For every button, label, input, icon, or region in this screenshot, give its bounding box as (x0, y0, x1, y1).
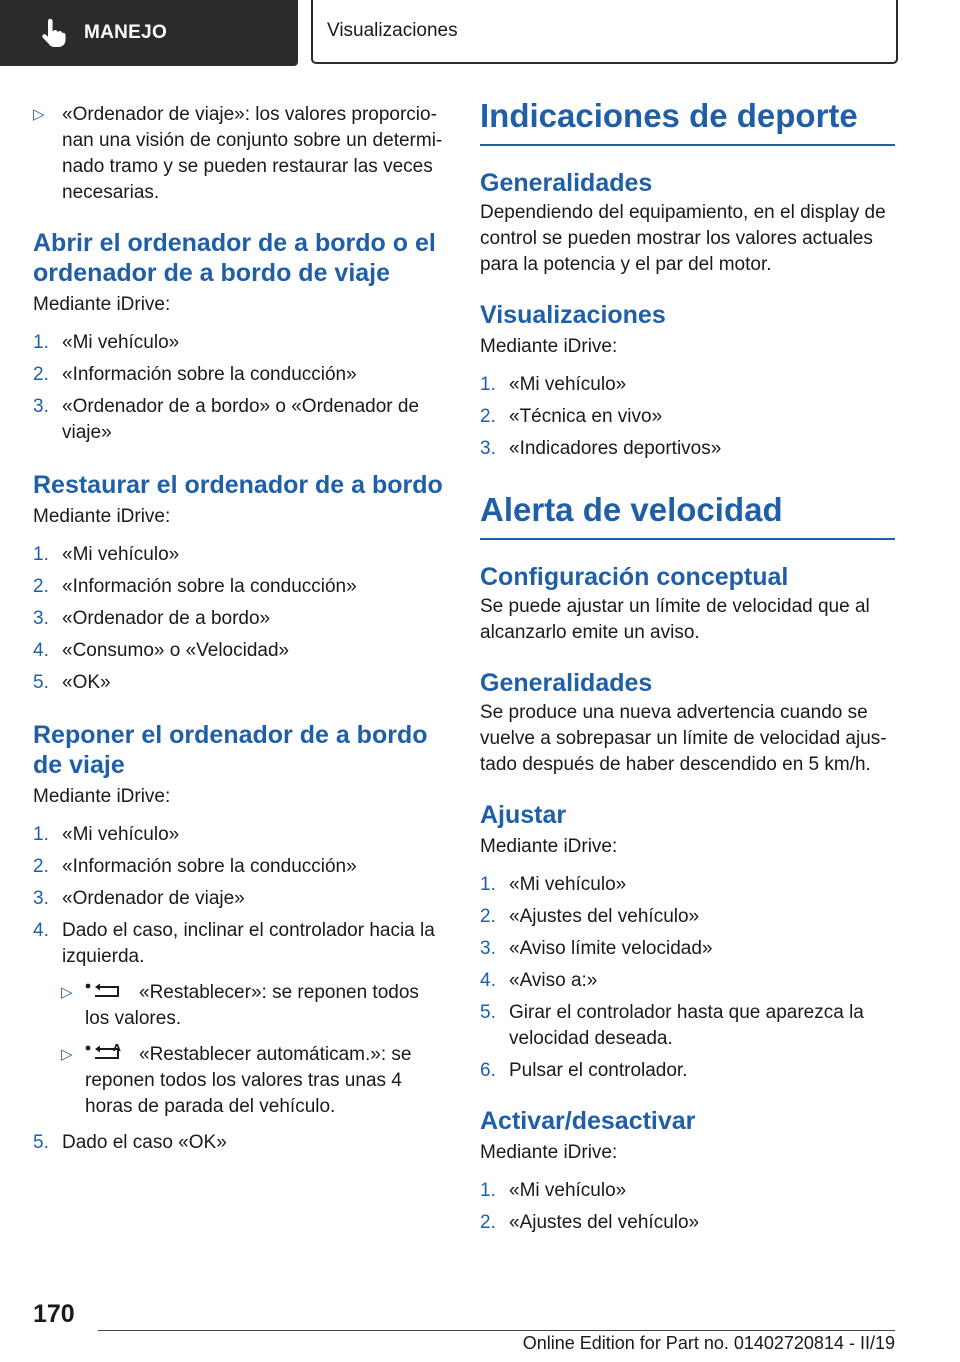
list-item: 5. Girar el controlador hasta que aparezca la velocidad deseada. (480, 1002, 864, 1049)
section-title: MANEJO (84, 22, 168, 43)
list-item: 1. «Mi vehículo» (480, 374, 627, 395)
list-item: 5. Dado el caso «OK» (33, 1132, 227, 1153)
list-item: 4. Dado el caso, inclinar el controlador hacia la izquierda. (33, 920, 435, 967)
svg-text:A: A (113, 1043, 121, 1054)
list-item: 2. «Técnica en vivo» (480, 406, 663, 427)
lead-text: Mediante iDrive: (480, 836, 618, 857)
list-item: 3. «Ordenador de viaje» (33, 888, 245, 909)
page-number: 170 (33, 1300, 75, 1328)
list-item: 3. «Aviso límite velocidad» (480, 938, 713, 959)
hand-pointer-icon (40, 18, 66, 48)
footer-divider (98, 1330, 895, 1331)
sub-bullet-reset: ▷ «Restablecer»: se reponen todos los valores. (61, 982, 419, 1029)
page-header (0, 0, 960, 66)
list-item: 3. «Ordenador de a bordo» o «Ordenador de viaje» (33, 396, 420, 443)
lead-text: Mediante iDrive: (33, 294, 171, 315)
list-item: 1. «Mi vehículo» (33, 332, 180, 353)
list-item: 3. «Indicadores deportivos» (480, 438, 722, 459)
list-item: 1. «Mi vehículo» (480, 1180, 627, 1201)
paragraph: Se puede ajustar un límite de velocidad que al alcanzarlo emite un aviso. (480, 596, 870, 643)
list-item: 5. «OK» (33, 672, 111, 693)
section-tab (0, 0, 298, 66)
sub-bullet-auto-reset: ▷ A «Restablecer automáticam.»: se reponen todos los valores tras unas 4 horas de parada del vehículo. (61, 1043, 412, 1117)
edition-note: Online Edition for Part no. 01402720814 - II/19 (522, 1333, 895, 1353)
list-item: 3. «Ordenador de a bordo» (33, 608, 271, 629)
left-column (33, 96, 448, 1156)
steps-open-computer (33, 330, 448, 446)
steps-sport (480, 372, 895, 462)
lead-text: Mediante iDrive: (480, 336, 618, 357)
heading-displays: Visualizaciones (480, 301, 666, 329)
heading-concept: Configuración conceptual (480, 563, 789, 591)
title-speed-warning: Alerta de velocidad (480, 490, 895, 540)
intro-bullet (33, 102, 448, 206)
list-item: 1. «Mi vehículo» (33, 824, 180, 845)
list-item: 2. «Ajustes del vehículo» (480, 906, 700, 927)
paragraph: Dependiendo del equipamiento, en el display de control se pueden mostrar los valores actuales para la potencia y el par del motor. (480, 202, 886, 275)
heading-activate: Activar/desactivar (480, 1107, 696, 1135)
heading-reset-computer: Restaurar el ordenador de a bordo (33, 471, 443, 499)
list-item: 2. «Información sobre la conducción» (33, 856, 357, 877)
list-item: 1. «Mi vehículo» (33, 544, 180, 565)
steps-adjust (480, 872, 895, 1084)
triangle-bullet-icon: ▷ (61, 984, 73, 1001)
intro-bullet-text: «Ordenador de viaje»: los valores proporcionan una visión de conjunto sobre un determinado tramo y se pueden restaurar las veces necesarias. (62, 104, 443, 203)
list-item: 6. Pulsar el controlador. (480, 1060, 688, 1081)
list-item: 2. «Ajustes del vehículo» (480, 1212, 700, 1233)
triangle-bullet-icon: ▷ (33, 106, 45, 123)
list-item: 1. «Mi vehículo» (480, 874, 627, 895)
list-item: 2. «Información sobre la conducción» (33, 364, 357, 385)
lead-text: Mediante iDrive: (480, 1142, 618, 1163)
steps-reset-computer (33, 542, 448, 696)
heading-reset-trip-computer: Reponer el ordenador de a bordo de viaje (33, 721, 428, 779)
paragraph: Se produce una nueva advertencia cuando se vuelve a sobrepasar un límite de velocidad ajustado después de haber descendido en 5 km/h. (480, 702, 887, 775)
right-column (480, 96, 895, 1236)
list-item: 2. «Información sobre la conducción» (33, 576, 357, 597)
heading-general: Generalidades (480, 669, 653, 697)
heading-open-computer: Abrir el ordenador de a bordo o el ordenador de a bordo de viaje (33, 229, 436, 287)
lead-text: Mediante iDrive: (33, 506, 171, 527)
steps-activate (480, 1178, 895, 1236)
auto-reset-arrow-icon (85, 1042, 125, 1062)
triangle-bullet-icon: ▷ (61, 1046, 73, 1063)
lead-text: Mediante iDrive: (33, 786, 171, 807)
chapter-title: Visualizaciones (327, 20, 458, 41)
title-sport-displays: Indicaciones de deporte (480, 96, 895, 146)
heading-adjust: Ajustar (480, 801, 567, 829)
heading-general: Generalidades (480, 169, 653, 197)
steps-reset-trip-computer (33, 822, 448, 1156)
list-item: 4. «Aviso a:» (480, 970, 598, 991)
reset-arrow-icon (85, 982, 125, 1000)
list-item: 4. «Consumo» o «Velocidad» (33, 640, 290, 661)
chapter-tab (311, 0, 898, 64)
